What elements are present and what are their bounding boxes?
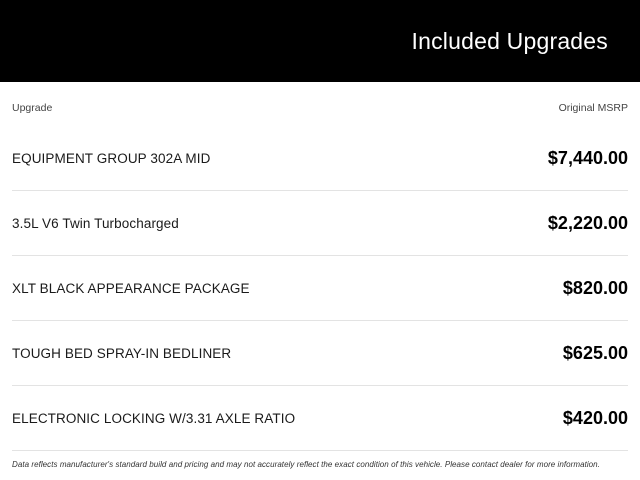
upgrade-name: XLT BLACK APPEARANCE PACKAGE [12, 280, 250, 296]
upgrade-price: $625.00 [562, 342, 628, 363]
upgrade-name: TOUGH BED SPRAY-IN BEDLINER [12, 345, 232, 361]
column-header-msrp: Original MSRP [558, 102, 628, 114]
upgrade-price: $7,440.00 [547, 147, 628, 168]
table-row [12, 386, 628, 451]
upgrade-name: ELECTRONIC LOCKING W/3.31 AXLE RATIO [12, 410, 296, 426]
table-row [12, 321, 628, 386]
table-row [12, 256, 628, 321]
table-row [12, 126, 628, 191]
upgrade-name: EQUIPMENT GROUP 302A MID [12, 150, 211, 166]
upgrade-price: $820.00 [562, 277, 628, 298]
page-title: Included Upgrades [411, 27, 608, 54]
upgrade-price: $2,220.00 [547, 212, 628, 233]
upgrade-name: 3.5L V6 Twin Turbocharged [12, 215, 179, 231]
upgrades-table [12, 126, 628, 451]
table-column-headers [12, 82, 628, 120]
column-header-upgrade: Upgrade [12, 102, 53, 114]
header-bar [0, 0, 640, 82]
upgrade-price: $420.00 [562, 407, 628, 428]
content-area [0, 82, 640, 470]
disclaimer-text: Data reflects manufacturer's standard build and pricing and may not accurately reflect the exact condition of this vehicle. Please contact dealer for more information. [12, 460, 600, 469]
table-row [12, 191, 628, 256]
